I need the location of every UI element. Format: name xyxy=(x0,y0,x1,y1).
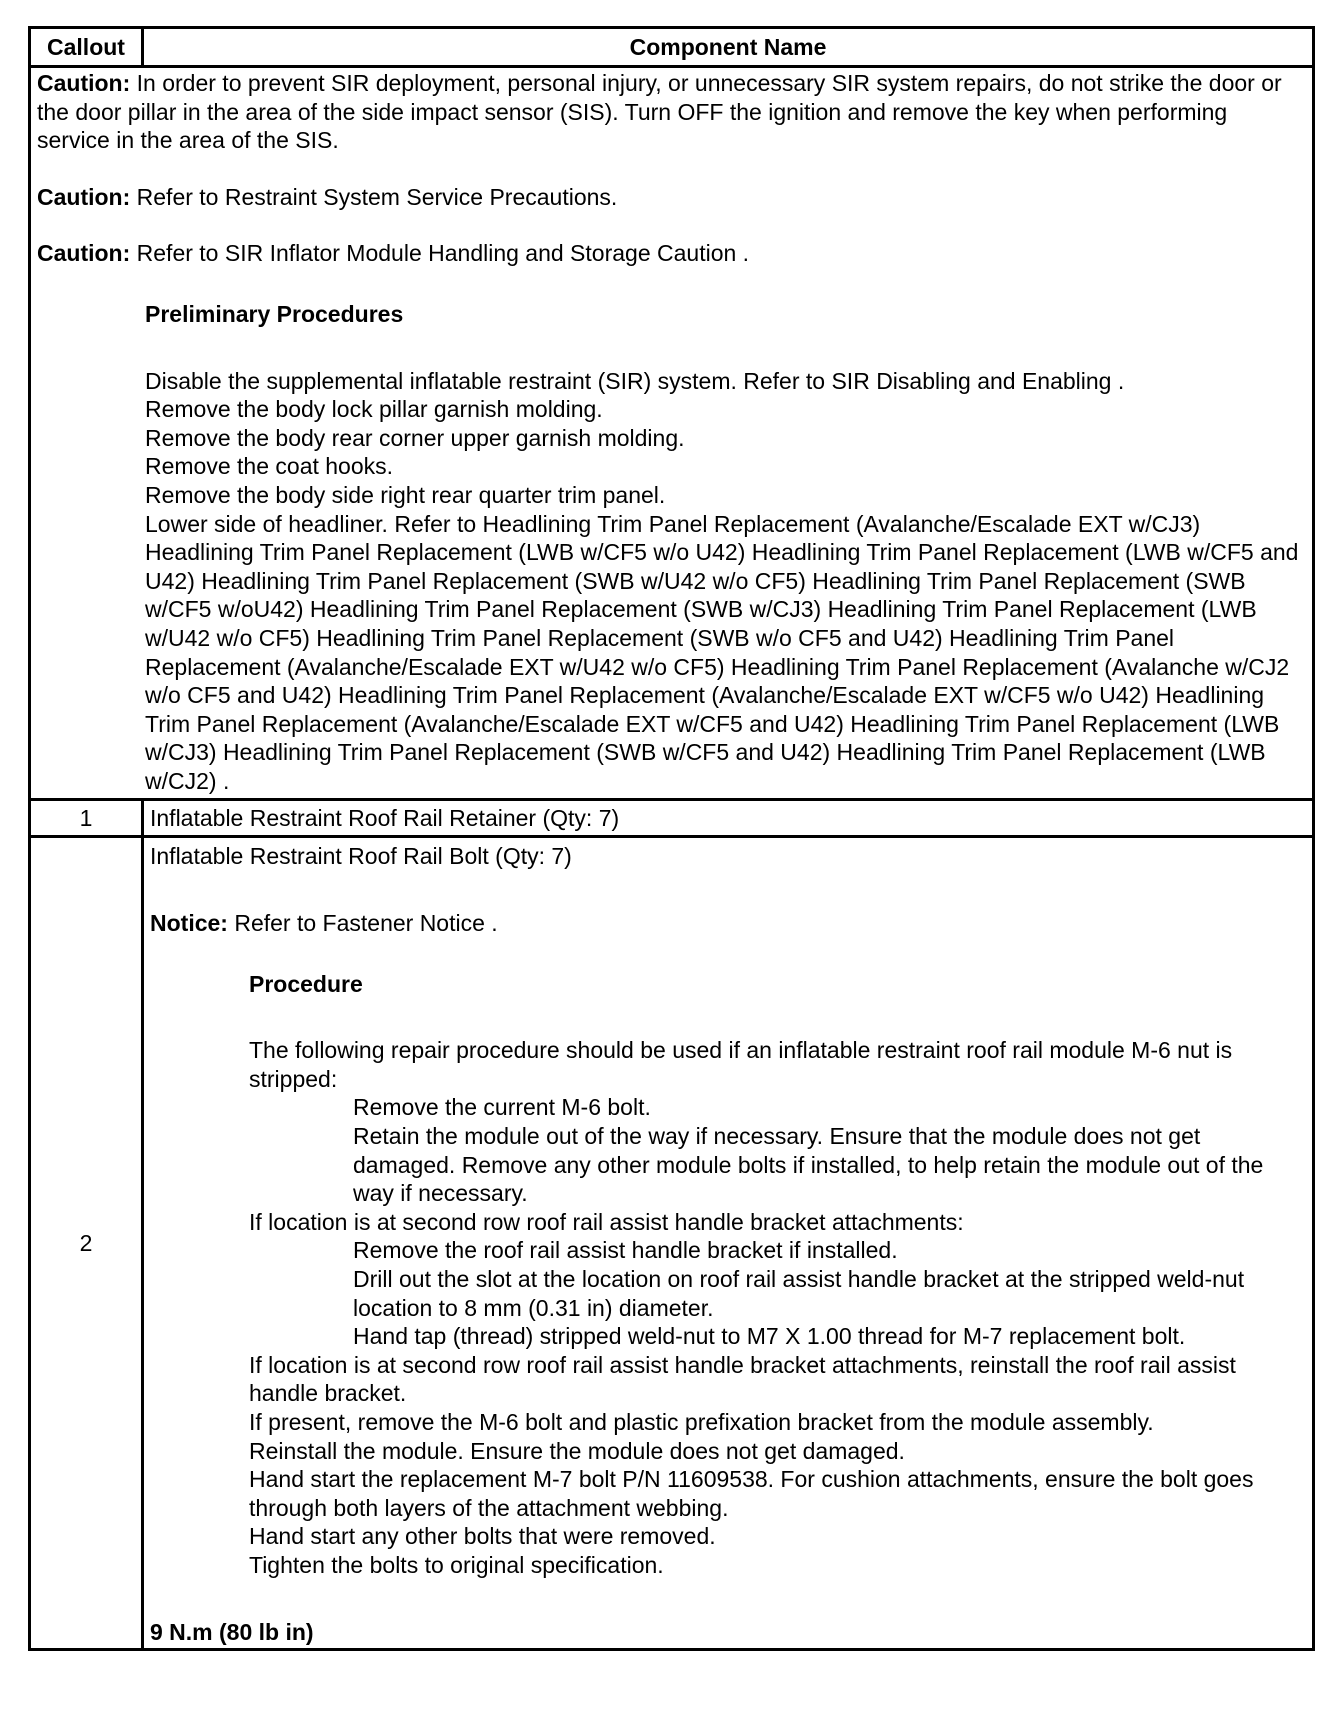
caution-row xyxy=(30,67,1314,800)
preliminary-title: Preliminary Procedures xyxy=(145,300,404,327)
preliminary-procedures xyxy=(37,300,1306,796)
component-name: Inflatable Restraint Roof Rail Bolt (Qty: 7) xyxy=(150,843,572,870)
procedure-intro: The following repair procedure should be used if an inflatable restraint roof rail module M-6 nut is stripped: xyxy=(249,1037,1233,1092)
caution-text: In order to prevent SIR deployment, personal injury, or unnecessary SIR system repairs, do not strike the door or the door pillar in the area of the side impact sensor (SIS). Turn OFF the ignition and remove the key when performing service in the area of the SIS. xyxy=(37,70,1282,154)
preliminary-step: Remove the body rear corner upper garnish molding. xyxy=(145,424,685,451)
caution-text: Refer to Restraint System Service Precautions. xyxy=(130,183,618,210)
caution-paragraph xyxy=(37,183,1306,212)
procedure-step: Tighten the bolts to original specification. xyxy=(249,1551,664,1578)
procedure-step: Hand start any other bolts that were removed. xyxy=(249,1523,716,1550)
procedure-sub-step: Hand tap (thread) stripped weld-nut to M7 X 1.00 thread for M-7 replacement bolt. xyxy=(353,1323,1186,1350)
table-row xyxy=(30,800,1314,837)
table-row xyxy=(30,837,1314,1650)
procedure-block xyxy=(150,970,1306,1580)
procedure-step: Hand start the replacement M-7 bolt P/N 11609538. For cushion attachments, ensure the bolt goes through both layers of the attachment webbing. xyxy=(249,1466,1254,1521)
notice-text: Refer to Fastener Notice . xyxy=(227,910,498,937)
procedure-step: If location is at second row roof rail assist handle bracket attachments, reinstall the roof rail assist handle bracket. xyxy=(249,1351,1236,1407)
sub-steps-b xyxy=(249,1236,1306,1350)
sub-steps-a xyxy=(249,1093,1306,1207)
procedure-step: Reinstall the module. Ensure the module does not get damaged. xyxy=(249,1437,905,1464)
component-table xyxy=(28,26,1315,1651)
procedure-sub-step: Drill out the slot at the location on roof rail assist handle bracket at the stripped weld-nut location to 8 mm (0.31 in) diameter. xyxy=(353,1266,1245,1321)
preliminary-step: Remove the coat hooks. xyxy=(145,453,394,480)
preliminary-step: Remove the body side right rear quarter trim panel. xyxy=(145,481,666,508)
preliminary-step: Remove the body lock pillar garnish molding. xyxy=(145,396,603,423)
caution-cell xyxy=(30,67,1314,800)
caution-paragraph xyxy=(37,239,1306,268)
component-detail-cell xyxy=(143,837,1314,1650)
table-header-row xyxy=(30,28,1314,67)
caution-label: Caution: xyxy=(37,240,131,267)
procedure-condition: If location is at second row roof rail assist handle bracket attachments: xyxy=(249,1208,964,1235)
callout-number: 2 xyxy=(30,837,143,1650)
procedure-step: If present, remove the M-6 bolt and plastic prefixation bracket from the module assembly. xyxy=(249,1408,1154,1435)
preliminary-step: Lower side of headliner. Refer to Headlining Trim Panel Replacement (Avalanche/Escalade EXT w/CJ3) Headlining Trim Panel Replacement (LWB w/CF5 w/o U42) Headlining Trim Panel Replacement (LWB w/CF5 and U42) Headlining Trim Panel Replacement (SWB w/U42 w/o CF5) Headlining Trim Panel Replacement (SWB w/CF5 w/oU42) Headlining Trim Panel Replacement (SWB w/CJ3) Headlining Trim Panel Replacement (LWB w/U42 w/o CF5) Headlining Trim Panel Replacement (SWB w/o CF5 and U42) Headlining Trim Panel Replacement (Avalanche/Escalade EXT w/U42 w/o CF5) Headlining Trim Panel Replacement (Avalanche w/CJ2 w/o CF5 and U42) Headlining Trim Panel Replacement (Avalanche/Escalade EXT w/CF5 w/o U42) Headlining Trim Panel Replacement (Avalanche/Escalade EXT w/CF5 and U42) Headlining Trim Panel Replacement (LWB w/CJ3) Headlining Trim Panel Replacement (SWB w/CF5 and U42) Headlining Trim Panel Replacement (LWB w/CJ2) . xyxy=(145,510,1299,794)
notice-label: Notice: xyxy=(150,910,228,937)
caution-paragraph xyxy=(37,69,1306,155)
procedure-sub-step: Retain the module out of the way if necessary. Ensure that the module does not get damaged. Remove any other module bolts if installed, to help retain the module out of the way if necessary. xyxy=(353,1123,1264,1207)
caution-label: Caution: xyxy=(37,183,131,210)
caution-label: Caution: xyxy=(37,70,131,96)
header-component-name: Component Name xyxy=(143,28,1314,67)
procedure-title: Procedure xyxy=(249,970,363,997)
caution-text: Refer to SIR Inflator Module Handling and Storage Caution . xyxy=(130,240,750,267)
procedure-sub-step: Remove the roof rail assist handle bracket if installed. xyxy=(353,1237,898,1264)
header-callout: Callout xyxy=(30,28,143,67)
notice-paragraph xyxy=(150,909,1306,938)
callout-number: 1 xyxy=(30,800,143,837)
preliminary-step: Disable the supplemental inflatable restraint (SIR) system. Refer to SIR Disabling and Enabling . xyxy=(145,367,1125,394)
component-name: Inflatable Restraint Roof Rail Retainer (Qty: 7) xyxy=(143,800,1314,837)
procedure-sub-step: Remove the current M-6 bolt. xyxy=(353,1094,651,1121)
torque-spec: 9 N.m (80 lb in) xyxy=(150,1618,314,1645)
